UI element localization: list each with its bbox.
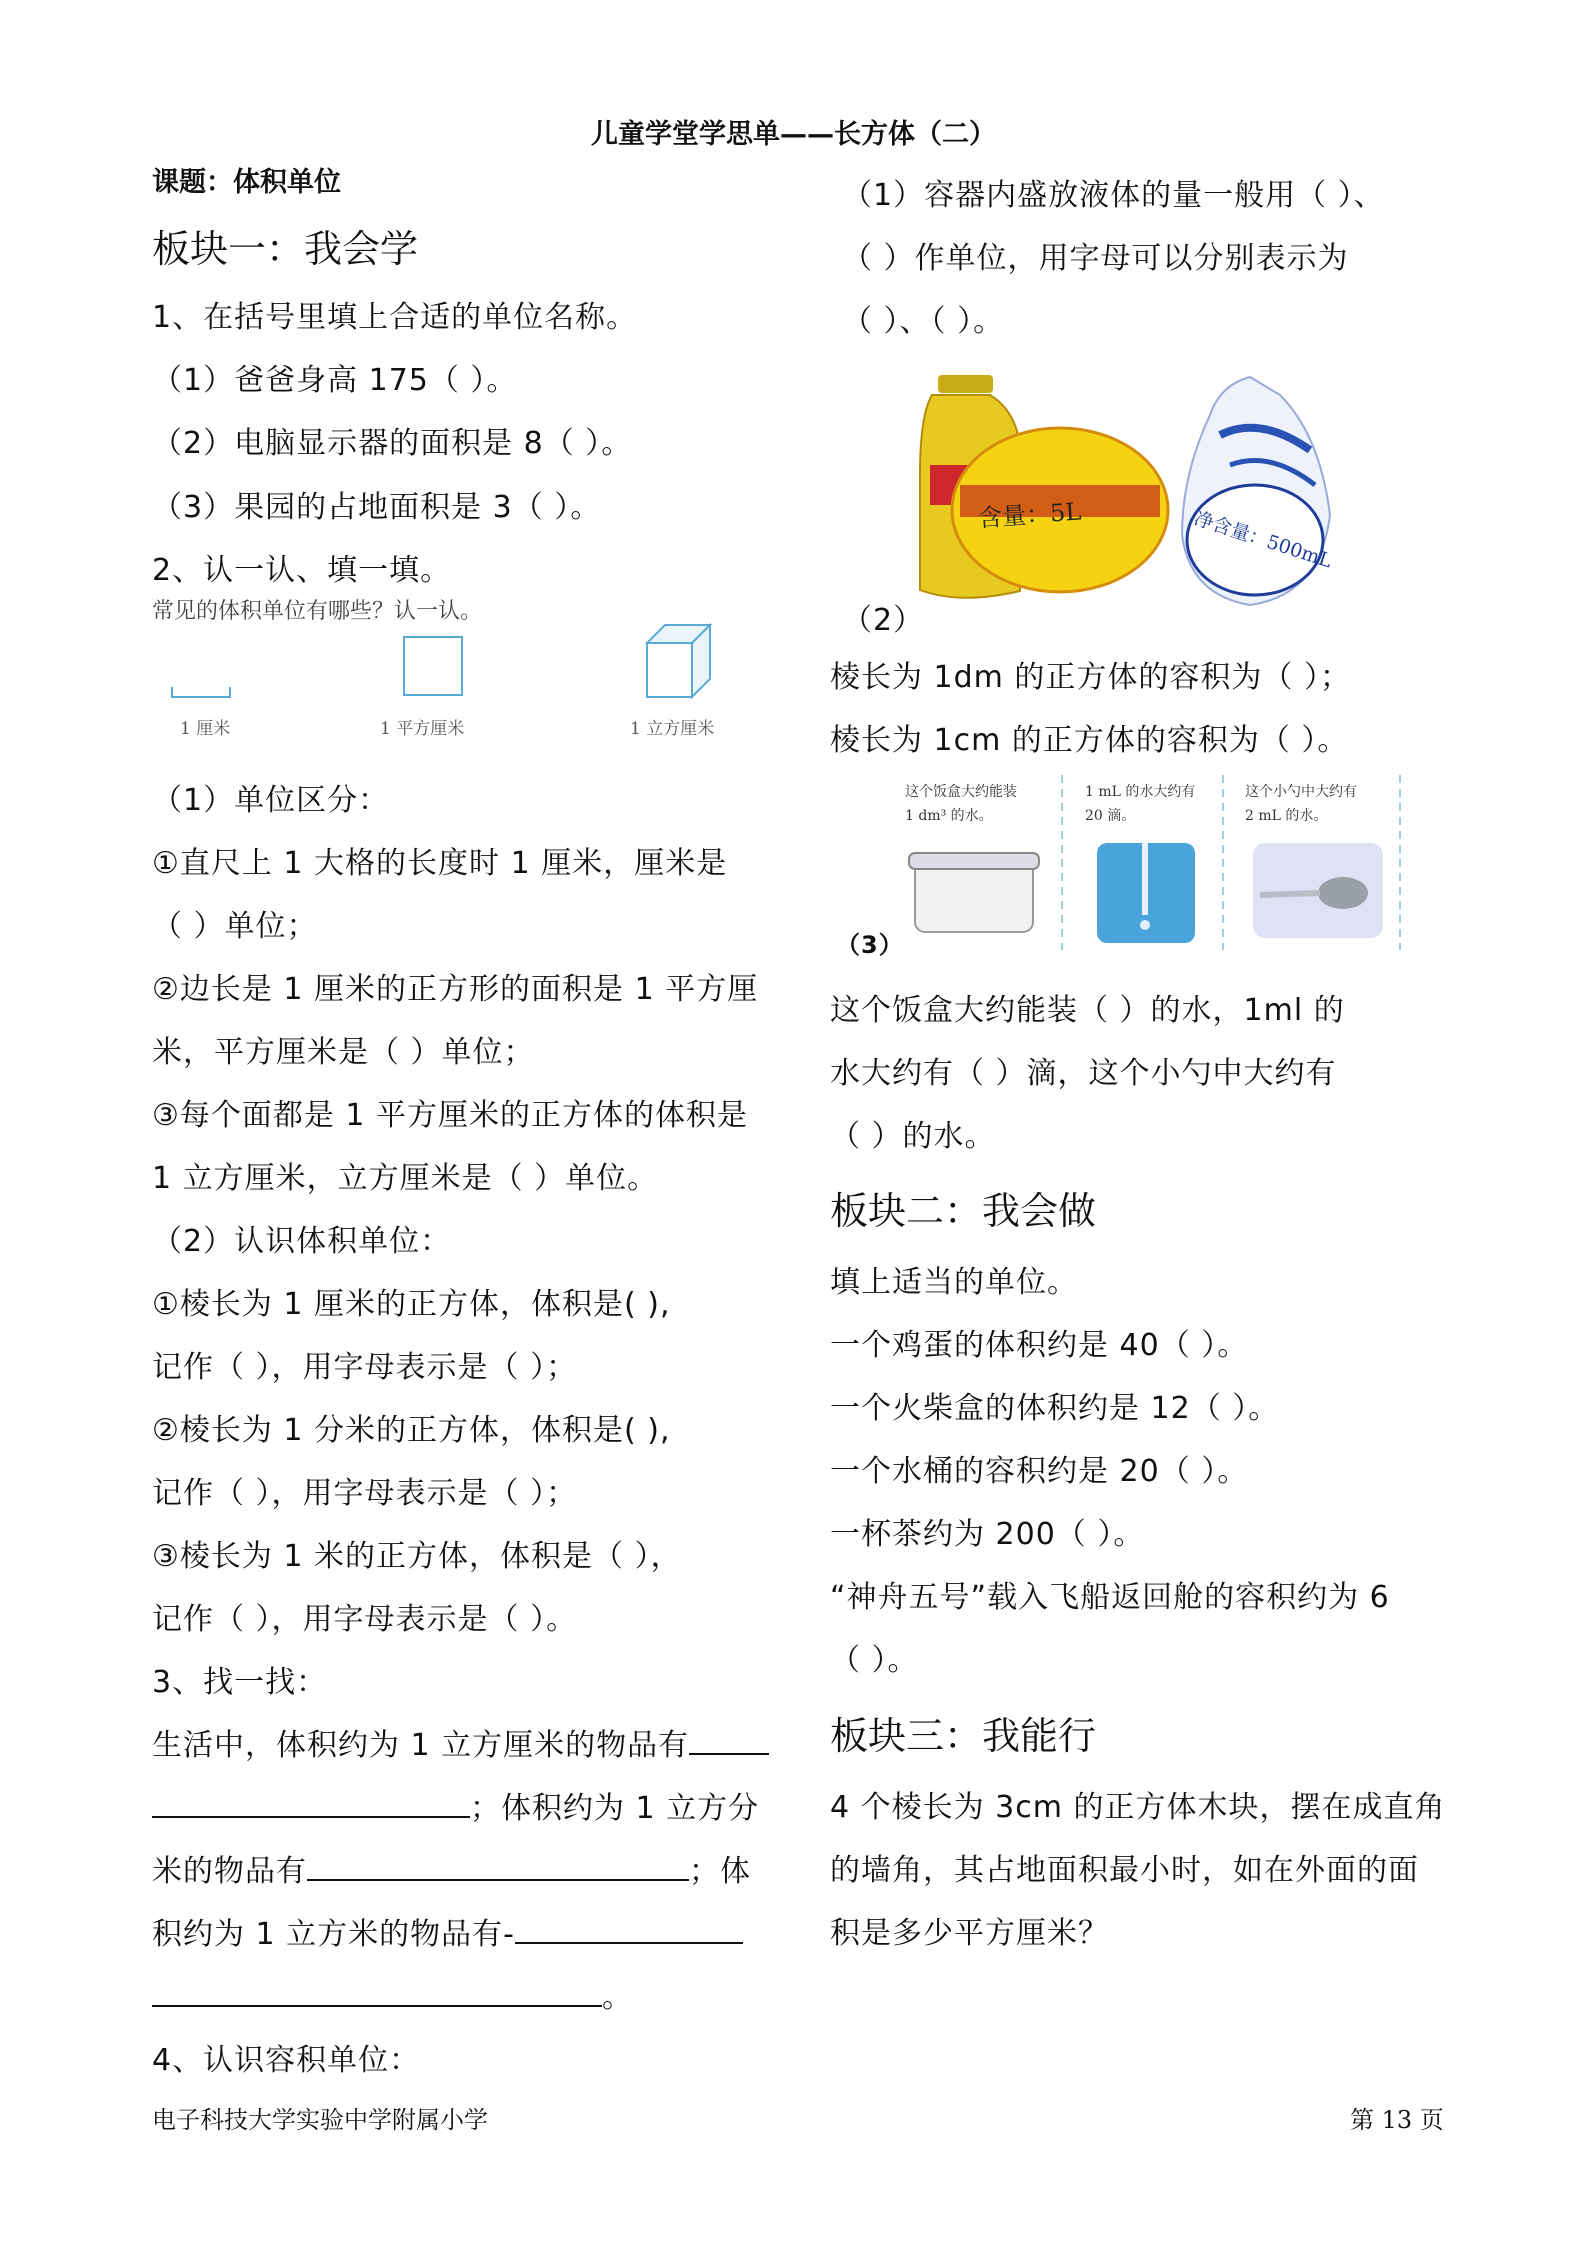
three-panel-frame — [895, 775, 1405, 950]
vol-2a: ②棱长为 1 分米的正方体，体积是( ), — [152, 1413, 671, 1448]
item-2b: 米，平方厘米是（ ）单位； — [152, 1035, 535, 1070]
problem-line-1: 4 个棱长为 3cm 的正方体木块，摆在成直角 — [830, 1790, 1446, 1825]
spoon-bowl — [1318, 877, 1368, 909]
fill-instruction: 填上适当的单位。 — [830, 1265, 1078, 1300]
clipped-caption: 常见的体积单位有哪些？认一认。 — [152, 599, 483, 624]
find-line-5 — [152, 1972, 633, 2016]
fig-label-cm: 1 厘米 — [180, 719, 231, 739]
part-3-label: （3） — [836, 931, 904, 959]
panel-3-caption-b: 2 mL 的水。 — [1245, 808, 1328, 824]
cap-1b: （ ）作单位，用字母可以分别表示为 — [842, 241, 1349, 276]
find-text-3b: ；体 — [689, 1854, 751, 1889]
question-4: 4、认识容积单位： — [152, 2043, 421, 2078]
oil-cap — [938, 375, 993, 393]
panel-3-caption-a: 这个小勺中大约有 — [1245, 784, 1357, 800]
fill-3: 一个水桶的容积约是 20（ ）。 — [830, 1454, 1249, 1489]
panel-2-caption-b: 20 滴。 — [1085, 808, 1136, 824]
fill-2: 一个火柴盒的体积约是 12（ ）。 — [830, 1391, 1280, 1426]
centimeter-line-shape — [172, 687, 230, 697]
question-2: 2、认一认、填一填。 — [152, 553, 452, 588]
milk-volume-label: 净含量：500mL — [1191, 507, 1335, 573]
question-1-1: （1）爸爸身高 175（ ）。 — [152, 363, 518, 398]
section-3-heading: 板块三：我能行 — [830, 1714, 1097, 1758]
item-3a: ③每个面都是 1 平方厘米的正方体的体积是 — [152, 1098, 749, 1133]
problem-line-3: 积是多少平方厘米？ — [830, 1916, 1109, 1951]
question-1-3: （3）果园的占地面积是 3（ ）。 — [152, 490, 602, 525]
panel-2-caption-a: 1 mL 的水大约有 — [1085, 784, 1196, 800]
find-text-1: 生活中，体积约为 1 立方厘米的物品有 — [152, 1728, 690, 1763]
footer-school: 电子科技大学实验中学附属小学 — [152, 2106, 488, 2134]
container-photos — [920, 355, 1360, 615]
find-text-5: 。 — [602, 1980, 633, 2015]
fig-label-cubic-cm: 1 立方厘米 — [630, 719, 715, 739]
fill-1: 一个鸡蛋的体积约是 40（ ）。 — [830, 1328, 1249, 1363]
part-2-label: （2） — [842, 603, 925, 638]
fill-4: 一杯茶约为 200（ ）。 — [830, 1517, 1145, 1552]
find-line-1 — [152, 1720, 769, 1764]
panel-1-caption-b: 1 dm³ 的水。 — [905, 808, 993, 824]
square-centimeter-shape — [404, 637, 462, 695]
find-line-3 — [152, 1846, 751, 1890]
section-2-heading: 板块二：我会做 — [830, 1189, 1097, 1233]
question-1: 1、在括号里填上合适的单位名称。 — [152, 300, 638, 335]
oil-volume-label: 含量：5L — [977, 497, 1083, 533]
oil-and-milk-illustration — [920, 355, 1360, 615]
unit-figure — [152, 615, 752, 750]
section-1-heading: 板块一：我会学 — [152, 227, 419, 271]
blank-2[interactable] — [152, 1786, 470, 1818]
blank-1[interactable] — [689, 1723, 769, 1755]
blank-4[interactable] — [515, 1912, 743, 1944]
vol-2b: 记作（ ），用字母表示是（ ）； — [152, 1476, 578, 1511]
lesson-topic: 课题：体积单位 — [152, 167, 341, 198]
find-line-4 — [152, 1909, 743, 1953]
panel-1-caption-a: 这个饭盒大约能装 — [905, 784, 1017, 800]
three-panel-picture — [895, 775, 1405, 950]
subq-1: （1）单位区分： — [152, 783, 390, 818]
item-2a: ②边长是 1 厘米的正方形的面积是 1 平方厘 — [152, 972, 759, 1007]
vol-1b: 记作（ ），用字母表示是（ ）； — [152, 1350, 578, 1385]
item-3b: 1 立方厘米，立方厘米是（ ）单位。 — [152, 1161, 659, 1196]
find-text-4: 积约为 1 立方米的物品有- — [152, 1917, 515, 1952]
cap-3a: 这个饭盒大约能装（ ）的水，1ml 的 — [830, 993, 1345, 1028]
question-3: 3、找一找： — [152, 1665, 328, 1700]
cap-1a: （1）容器内盛放液体的量一般用（ ）、 — [842, 178, 1385, 213]
subq-2: （2）认识体积单位： — [152, 1224, 452, 1259]
find-line-2 — [152, 1783, 759, 1827]
fill-5a: “神舟五号”载入飞船返回舱的容积约为 6 — [830, 1580, 1390, 1615]
blank-3[interactable] — [307, 1849, 689, 1881]
vol-3a: ③棱长为 1 米的正方体，体积是（ ）， — [152, 1539, 682, 1574]
fill-5b: （ ）。 — [830, 1643, 919, 1678]
find-text-2: ；体积约为 1 立方分 — [470, 1791, 760, 1826]
question-1-2: （2）电脑显示器的面积是 8（ ）。 — [152, 426, 633, 461]
cap-3b: 水大约有（ ）滴，这个小勺中大约有 — [830, 1056, 1337, 1091]
page-title: 儿童学堂学思单——长方体（二） — [591, 119, 996, 150]
find-text-3a: 米的物品有 — [152, 1854, 307, 1889]
cube-front-face — [647, 643, 692, 697]
problem-line-2: 的墙角，其占地面积最小时，如在外面的面 — [830, 1853, 1419, 1888]
cap-1c: （ ）、（ ）。 — [842, 304, 1005, 339]
cap-3c: （ ）的水。 — [830, 1119, 996, 1154]
spoon-handle — [1260, 893, 1320, 895]
water-drop — [1140, 920, 1150, 930]
blank-5[interactable] — [152, 1975, 602, 2007]
vol-3b: 记作（ ），用字母表示是（ ）。 — [152, 1602, 578, 1637]
cap-2b: 棱长为 1cm 的正方体的容积为（ ）。 — [830, 723, 1349, 758]
vol-1a: ①棱长为 1 厘米的正方体，体积是( ), — [152, 1287, 671, 1322]
footer-page-number: 第 13 页 — [1350, 2106, 1444, 2134]
item-1a: ①直尺上 1 大格的长度时 1 厘米，厘米是 — [152, 846, 728, 881]
item-1b: （ ）单位； — [152, 909, 318, 944]
fig-label-sq-cm: 1 平方厘米 — [380, 719, 465, 739]
lunchbox-lid — [909, 853, 1039, 869]
cap-2a: 棱长为 1dm 的正方体的容积为（ ）； — [830, 660, 1351, 695]
